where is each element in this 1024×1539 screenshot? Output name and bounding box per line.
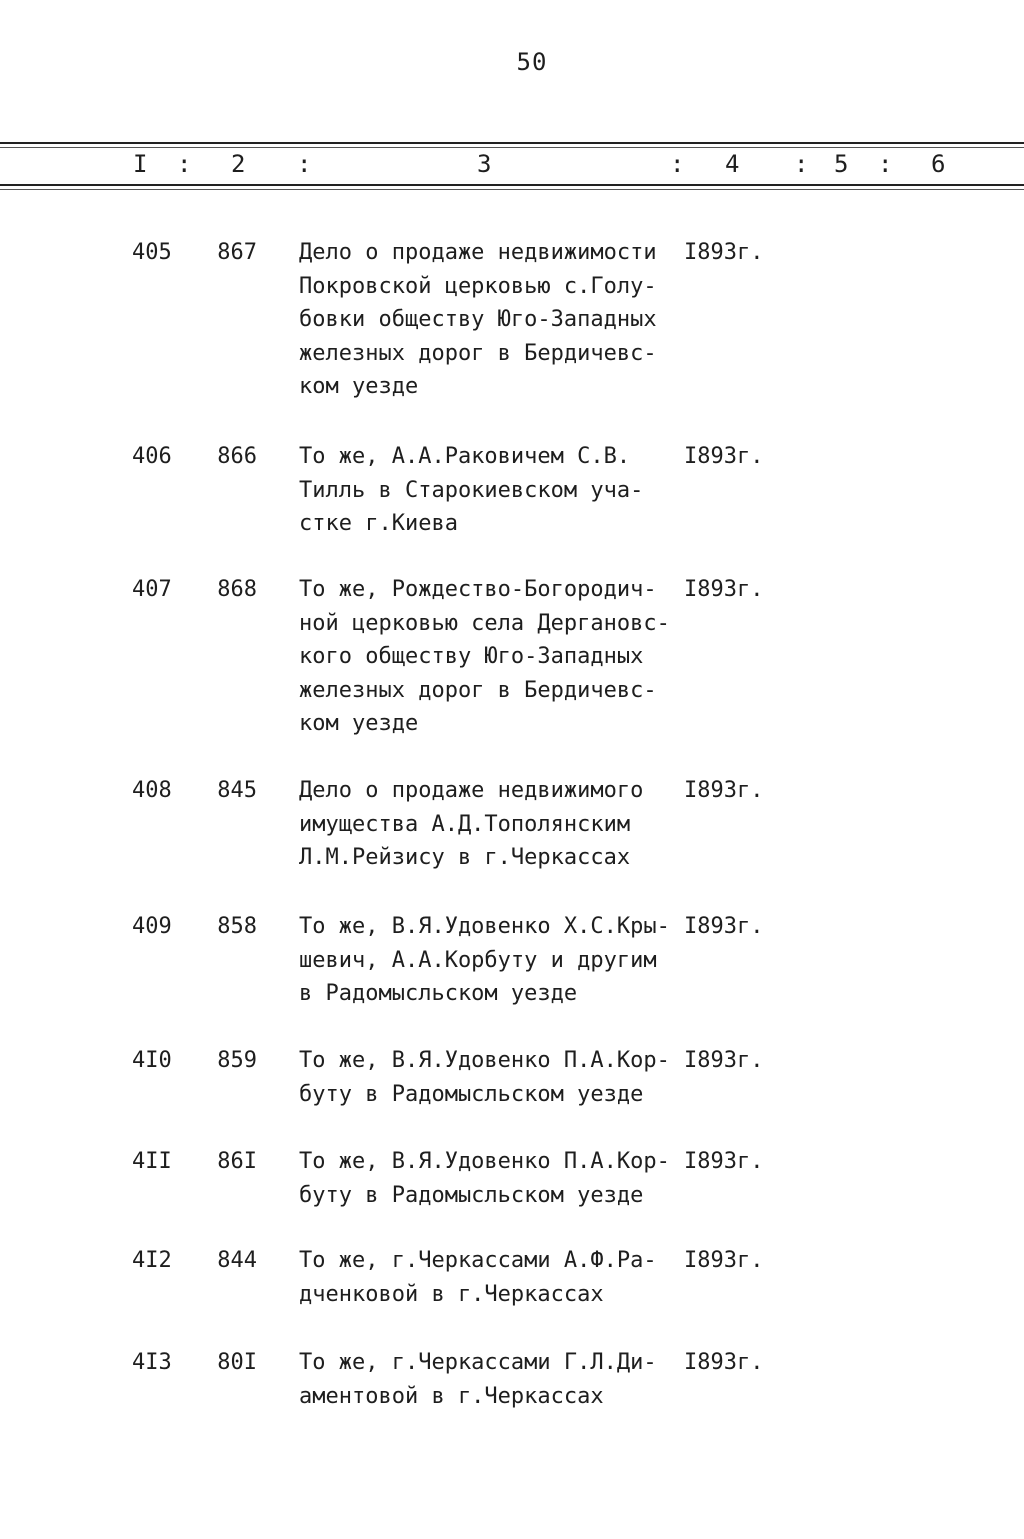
column-separator: : <box>297 150 312 178</box>
description-line: кого обществу Юго-Западных <box>299 644 644 669</box>
column-separator: : <box>878 150 893 178</box>
column-header-3: 3 <box>477 150 492 178</box>
entry-description <box>299 774 689 875</box>
column-header-4: 4 <box>725 150 740 178</box>
column-separator: : <box>177 150 192 178</box>
header-rule-top <box>0 142 1024 144</box>
entry-year: I893г. <box>684 778 764 803</box>
description-line: в Радомысльском уезде <box>299 981 578 1006</box>
description-line: Покровской церковью с.Голу- <box>299 273 657 299</box>
entry-reference: 845 <box>217 778 257 803</box>
description-line: ком уезде <box>299 711 419 736</box>
column-header-6: 6 <box>931 150 946 178</box>
entry-number: 406 <box>132 444 172 469</box>
description-line: ной церковью села Дергановс- <box>299 610 670 636</box>
entry-year: I893г. <box>684 444 764 469</box>
entry-description <box>299 440 689 541</box>
description-line: То же, г.Черкассами А.Ф.Ра- <box>299 1248 657 1273</box>
description-line: То же, А.А.Раковичем С.В. <box>299 444 631 469</box>
entry-number: 4I2 <box>132 1248 172 1273</box>
entry-year: I893г. <box>684 1048 764 1073</box>
column-header-5: 5 <box>834 150 849 178</box>
description-line: железных дорог в Бердичевс- <box>299 340 657 366</box>
description-line: железных дорог в Бердичевс- <box>299 677 657 703</box>
description-line: стке г.Киева <box>299 511 458 536</box>
entry-reference: 858 <box>217 914 257 939</box>
entry-year: I893г. <box>684 577 764 602</box>
header-rule-top-thin <box>0 147 1024 148</box>
description-line: Дело о продаже недвижимости <box>299 240 657 265</box>
entry-number: 409 <box>132 914 172 939</box>
entry-year: I893г. <box>684 914 764 939</box>
column-header-1: I <box>133 150 148 178</box>
entry-description <box>299 1244 689 1311</box>
entry-number: 408 <box>132 778 172 803</box>
entry-reference: 859 <box>217 1048 257 1073</box>
entry-year: I893г. <box>684 1248 764 1273</box>
description-line: То же, В.Я.Удовенко П.А.Кор- <box>299 1149 670 1174</box>
entry-number: 407 <box>132 577 172 602</box>
description-line: буту в Радомысльском уезде <box>299 1081 644 1107</box>
entry-reference: 866 <box>217 444 257 469</box>
description-line: бовки обществу Юго-Западных <box>299 307 657 332</box>
entry-description <box>299 236 689 404</box>
entry-year: I893г. <box>684 1149 764 1174</box>
entry-reference: 86I <box>217 1149 257 1174</box>
description-line: То же, В.Я.Удовенко П.А.Кор- <box>299 1048 670 1073</box>
description-line: буту в Радомысльском уезде <box>299 1182 644 1208</box>
header-rule-bottom-thin <box>0 189 1024 190</box>
description-line: ком уезде <box>299 374 419 399</box>
entry-number: 4II <box>132 1149 172 1174</box>
description-line: дченковой в г.Черкассах <box>299 1281 604 1307</box>
description-line: Л.М.Рейзису в г.Черкассах <box>299 845 631 870</box>
entry-year: I893г. <box>684 1350 764 1375</box>
entry-number: 4I0 <box>132 1048 172 1073</box>
header-rule-bottom <box>0 184 1024 186</box>
column-header-2: 2 <box>231 150 246 178</box>
entry-description <box>299 1346 689 1413</box>
description-line: То же, В.Я.Удовенко Х.С.Кры- <box>299 914 670 939</box>
entry-reference: 867 <box>217 240 257 265</box>
entry-reference: 868 <box>217 577 257 602</box>
entry-description <box>299 1044 689 1111</box>
description-line: аментовой в г.Черкассах <box>299 1383 604 1409</box>
page-number: 50 <box>516 48 548 76</box>
entry-reference: 844 <box>217 1248 257 1273</box>
column-separator: : <box>670 150 685 178</box>
column-separator: : <box>794 150 809 178</box>
entry-reference: 80I <box>217 1350 257 1375</box>
description-line: То же, г.Черкассами Г.Л.Ди- <box>299 1350 657 1375</box>
entry-description <box>299 1145 689 1212</box>
description-line: имущества А.Д.Тополянским <box>299 811 631 837</box>
entry-description <box>299 910 689 1011</box>
entry-year: I893г. <box>684 240 764 265</box>
description-line: шевич, А.А.Корбуту и другим <box>299 947 657 973</box>
entry-number: 405 <box>132 240 172 265</box>
entry-number: 4I3 <box>132 1350 172 1375</box>
description-line: То же, Рождество-Богородич- <box>299 577 657 602</box>
entry-description <box>299 573 689 741</box>
description-line: Дело о продаже недвижимого <box>299 778 644 803</box>
description-line: Тилль в Старокиевском уча- <box>299 477 644 503</box>
